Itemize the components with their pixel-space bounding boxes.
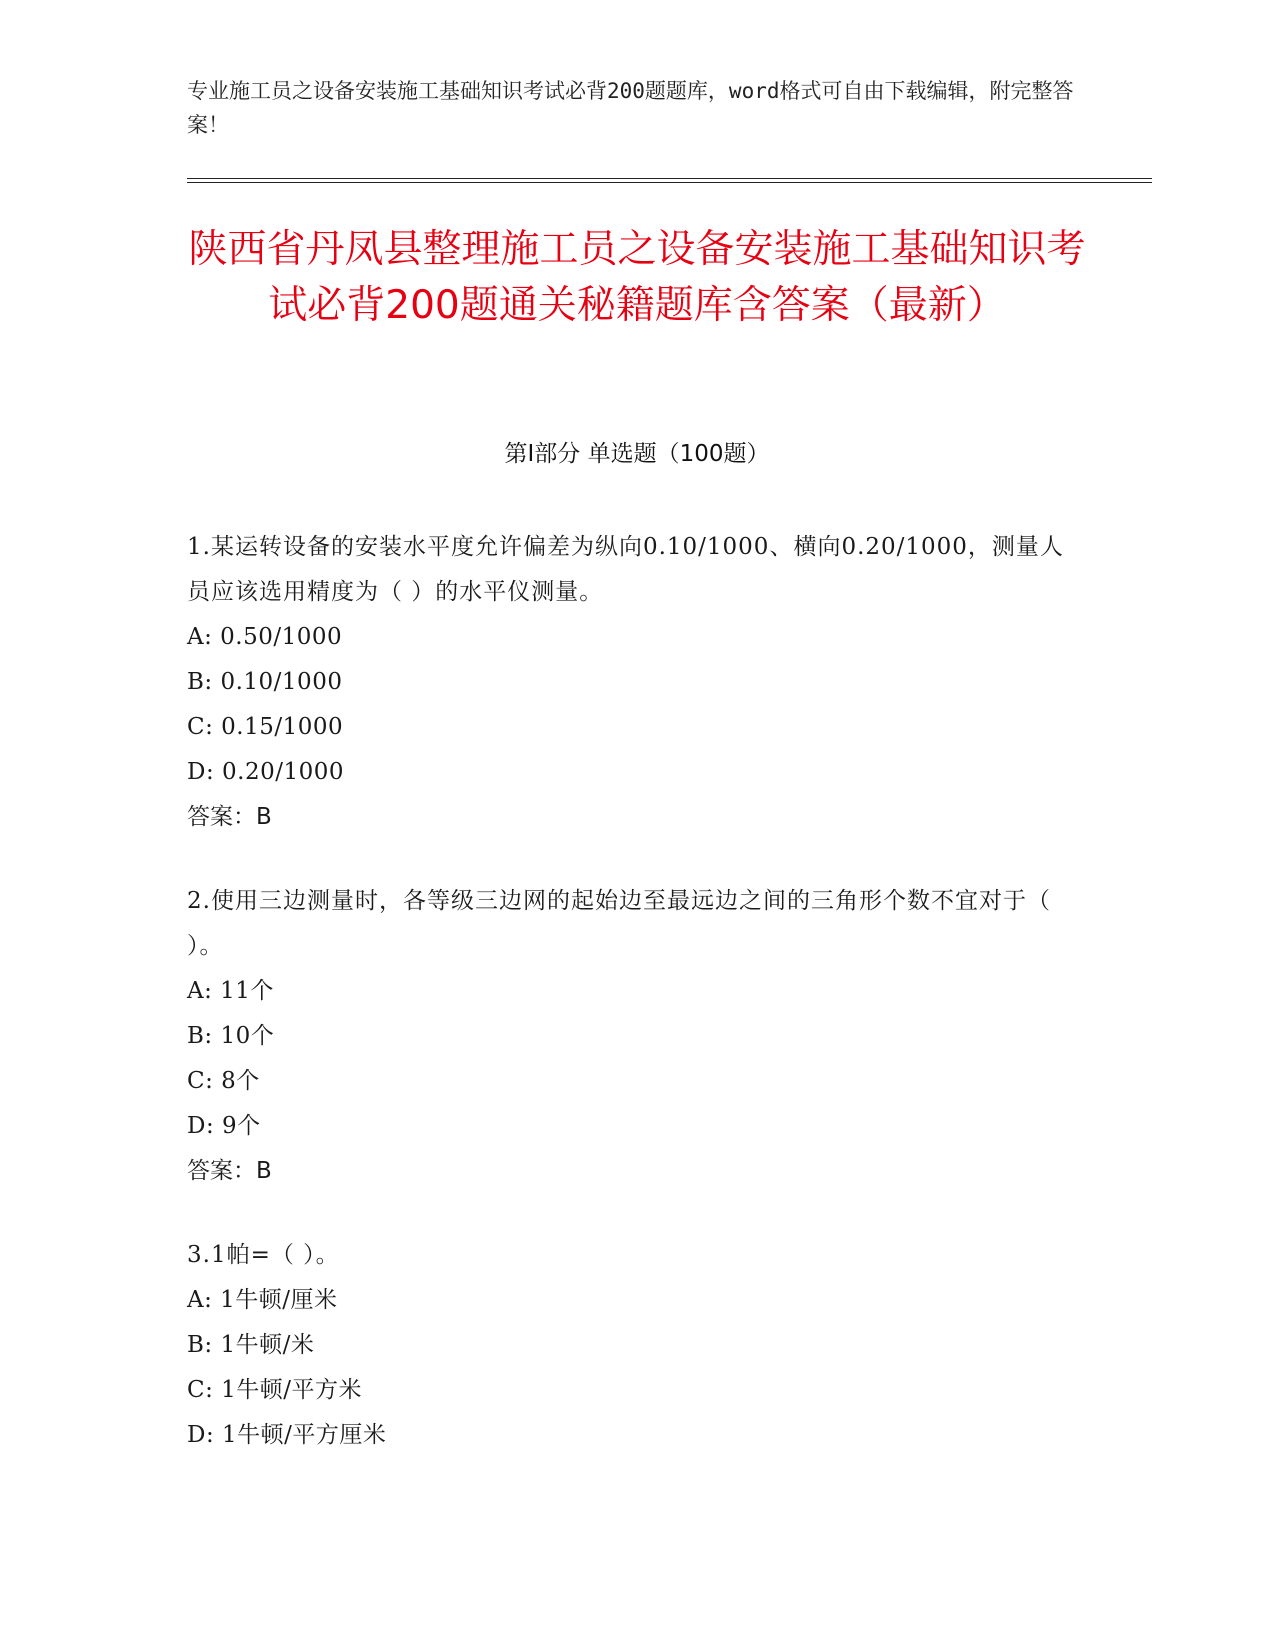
question-stem: 2.使用三边测量时，各等级三边网的起始边至最远边之间的三角形个数不宜对于（ ）。 — [187, 888, 1051, 959]
section-heading: 第Ⅰ部分 单选题（100题） — [504, 441, 770, 467]
question-3 — [187, 1233, 1077, 1458]
option-d: D: 1牛顿/平方厘米 — [187, 1422, 387, 1448]
header-divider — [187, 178, 1152, 183]
option-c: C: 0.15/1000 — [187, 714, 344, 740]
option-b: B: 0.10/1000 — [187, 669, 343, 695]
question-1 — [187, 525, 1077, 840]
answer: 答案：B — [187, 1158, 272, 1184]
question-stem: 1.某运转设备的安装水平度允许偏差为纵向0.10/1000、横向0.20/1000，测量人员应该选用精度为（ ）的水平仪测量。 — [187, 534, 1064, 605]
option-c: C: 8个 — [187, 1068, 260, 1094]
option-b: B: 10个 — [187, 1023, 275, 1049]
question-2 — [187, 879, 1077, 1194]
option-a: A: 11个 — [187, 978, 274, 1004]
document-title: 陕西省丹凤县整理施工员之设备安装施工基础知识考试必背200题通关秘籍题库含答案（最新） — [188, 227, 1086, 328]
option-d: D: 0.20/1000 — [187, 759, 344, 785]
answer: 答案：B — [187, 804, 272, 830]
option-d: D: 9个 — [187, 1113, 261, 1139]
option-a: A: 1牛顿/厘米 — [187, 1287, 338, 1313]
option-c: C: 1牛顿/平方米 — [187, 1377, 363, 1403]
question-list — [187, 525, 1077, 1497]
option-b: B: 1牛顿/米 — [187, 1332, 315, 1358]
option-a: A: 0.50/1000 — [187, 624, 343, 650]
question-stem: 3.1帕=（ ）。 — [187, 1242, 340, 1268]
header-note: 专业施工员之设备安装施工基础知识考试必背200题题库，word格式可自由下载编辑，附完整答案！ — [187, 79, 1074, 137]
